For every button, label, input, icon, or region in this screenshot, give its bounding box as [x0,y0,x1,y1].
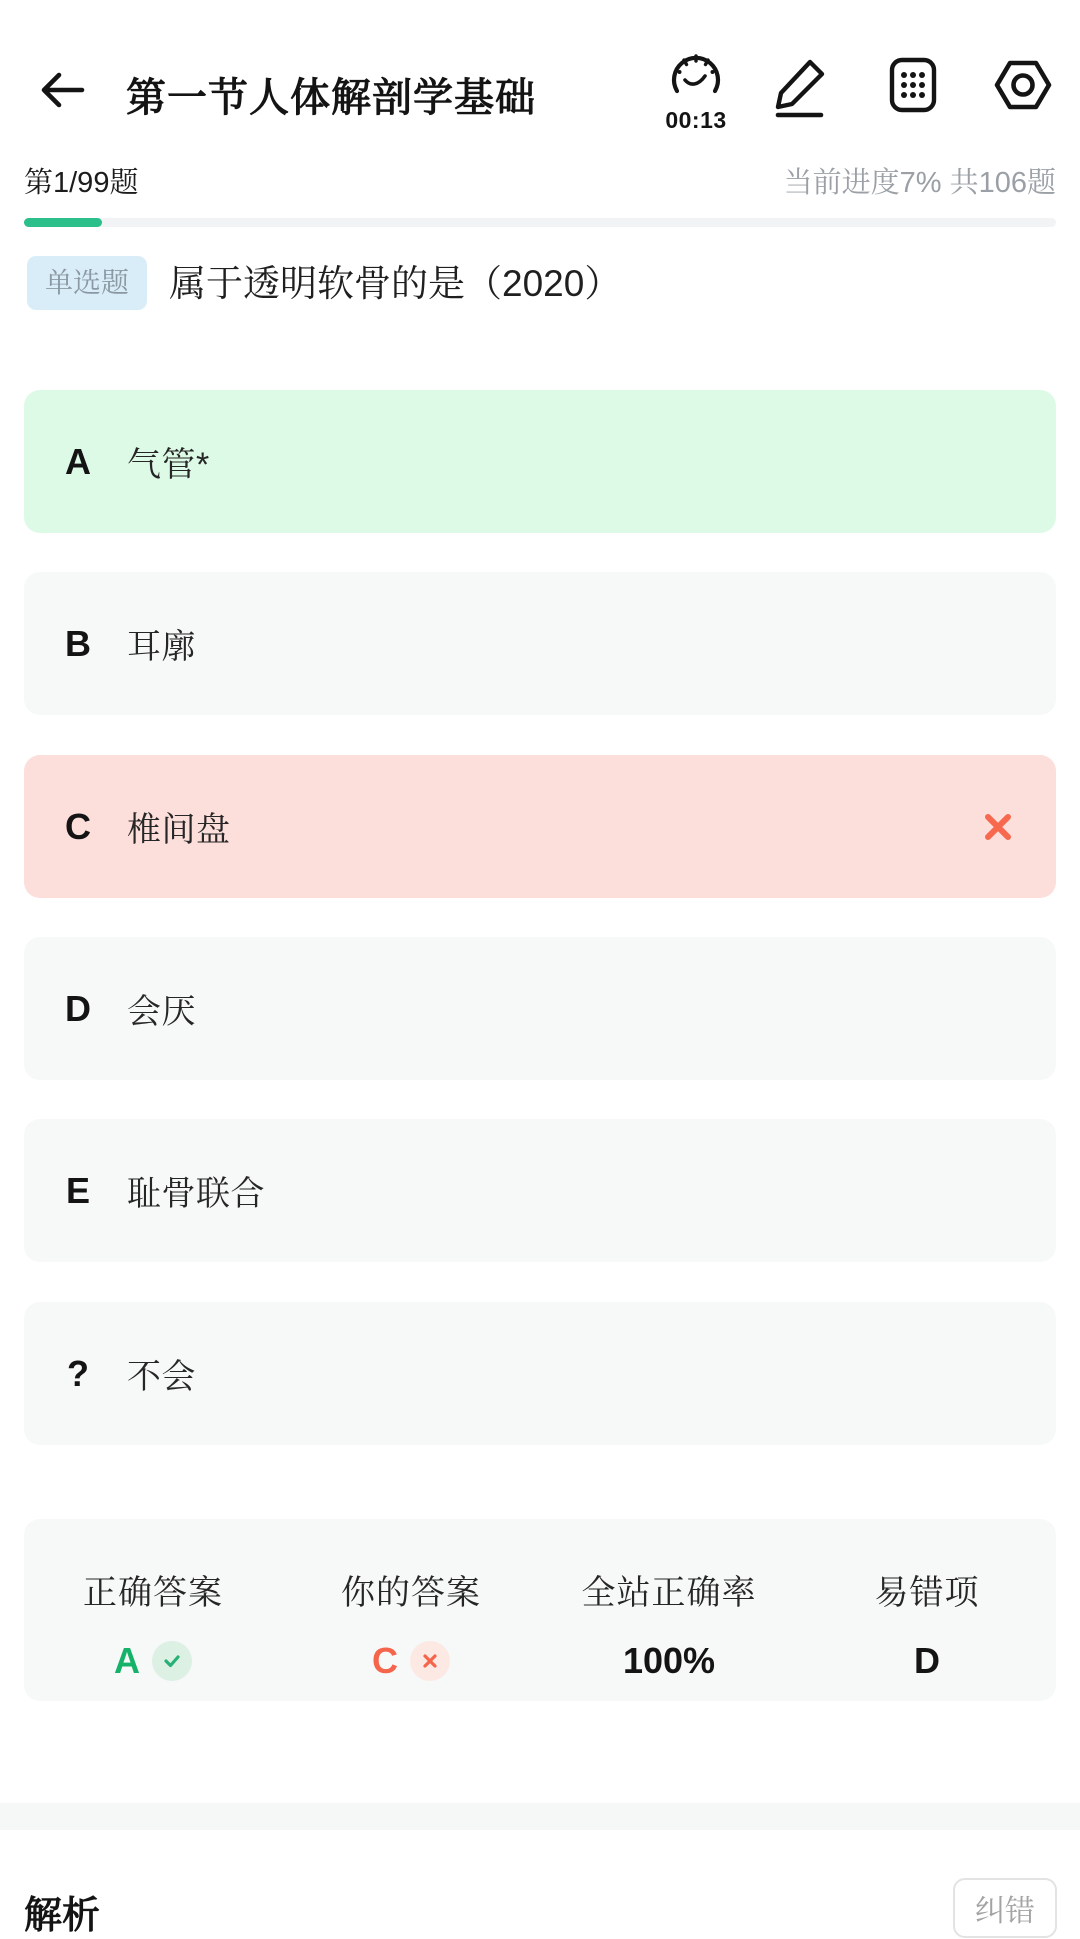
back-arrow-icon [36,64,88,116]
option-c-text: 椎间盘 [127,811,231,849]
option-e-label: E [65,1169,90,1211]
edit-note-button[interactable] [770,56,832,118]
progress-status: 当前进度7% 共106题 [783,167,1056,199]
option-unknown[interactable] [24,1302,1056,1445]
option-a-label: A [65,440,91,482]
summary-correct-answer [24,1519,282,1701]
option-c-label: C [65,805,91,847]
option-d[interactable] [24,937,1056,1080]
option-d-text: 会厌 [127,993,196,1031]
pencil-icon [770,56,832,118]
common-mistake-value: D [914,1640,940,1681]
summary-label: 正确答案 [83,1574,223,1612]
question-text: 属于透明软骨的是（2020） [169,263,622,304]
page-title: 第一节人体解剖学基础 [126,76,536,120]
section-divider [0,1803,1080,1830]
option-d-label: D [65,987,91,1029]
question-type-badge: 单选题 [27,256,147,310]
your-answer-value: C [372,1640,398,1681]
check-circle-icon [152,1641,192,1681]
settings-button[interactable] [992,55,1054,115]
answer-summary-card [24,1519,1056,1701]
summary-label: 你的答案 [341,1574,481,1612]
progress-bar [24,218,1056,227]
summary-label: 全站正确率 [581,1574,757,1612]
timer-gauge-icon [667,46,725,104]
summary-site-accuracy [540,1519,798,1701]
report-error-button[interactable]: 纠错 [953,1878,1057,1938]
timer-value: 00:13 [665,107,727,133]
timer-button[interactable] [664,46,728,132]
option-b-text: 耳廓 [127,628,196,666]
summary-common-mistake [798,1519,1056,1701]
option-b[interactable] [24,572,1056,715]
question-index: 第1/99题 [24,167,139,199]
wrong-answer-x-icon [980,809,1016,845]
progress-fill [24,218,102,227]
option-e[interactable] [24,1119,1056,1262]
back-button[interactable] [36,64,88,116]
option-c[interactable] [24,755,1056,898]
cross-circle-icon [410,1641,450,1681]
option-unknown-label: ? [67,1352,89,1394]
site-accuracy-value: 100% [622,1640,716,1681]
settings-nut-icon [992,55,1054,115]
option-a[interactable] [24,390,1056,533]
analysis-title: 解析 [24,1895,101,1937]
answer-grid-icon [884,56,942,114]
option-a-text: 气管* [127,446,210,484]
option-unknown-text: 不会 [127,1358,196,1396]
option-b-label: B [65,622,91,664]
correct-answer-value: A [114,1640,140,1681]
summary-label: 易错项 [874,1574,980,1612]
option-e-text: 耻骨联合 [127,1175,265,1213]
answer-card-button[interactable] [884,56,942,114]
summary-your-answer [282,1519,540,1701]
question-row [27,256,1057,312]
